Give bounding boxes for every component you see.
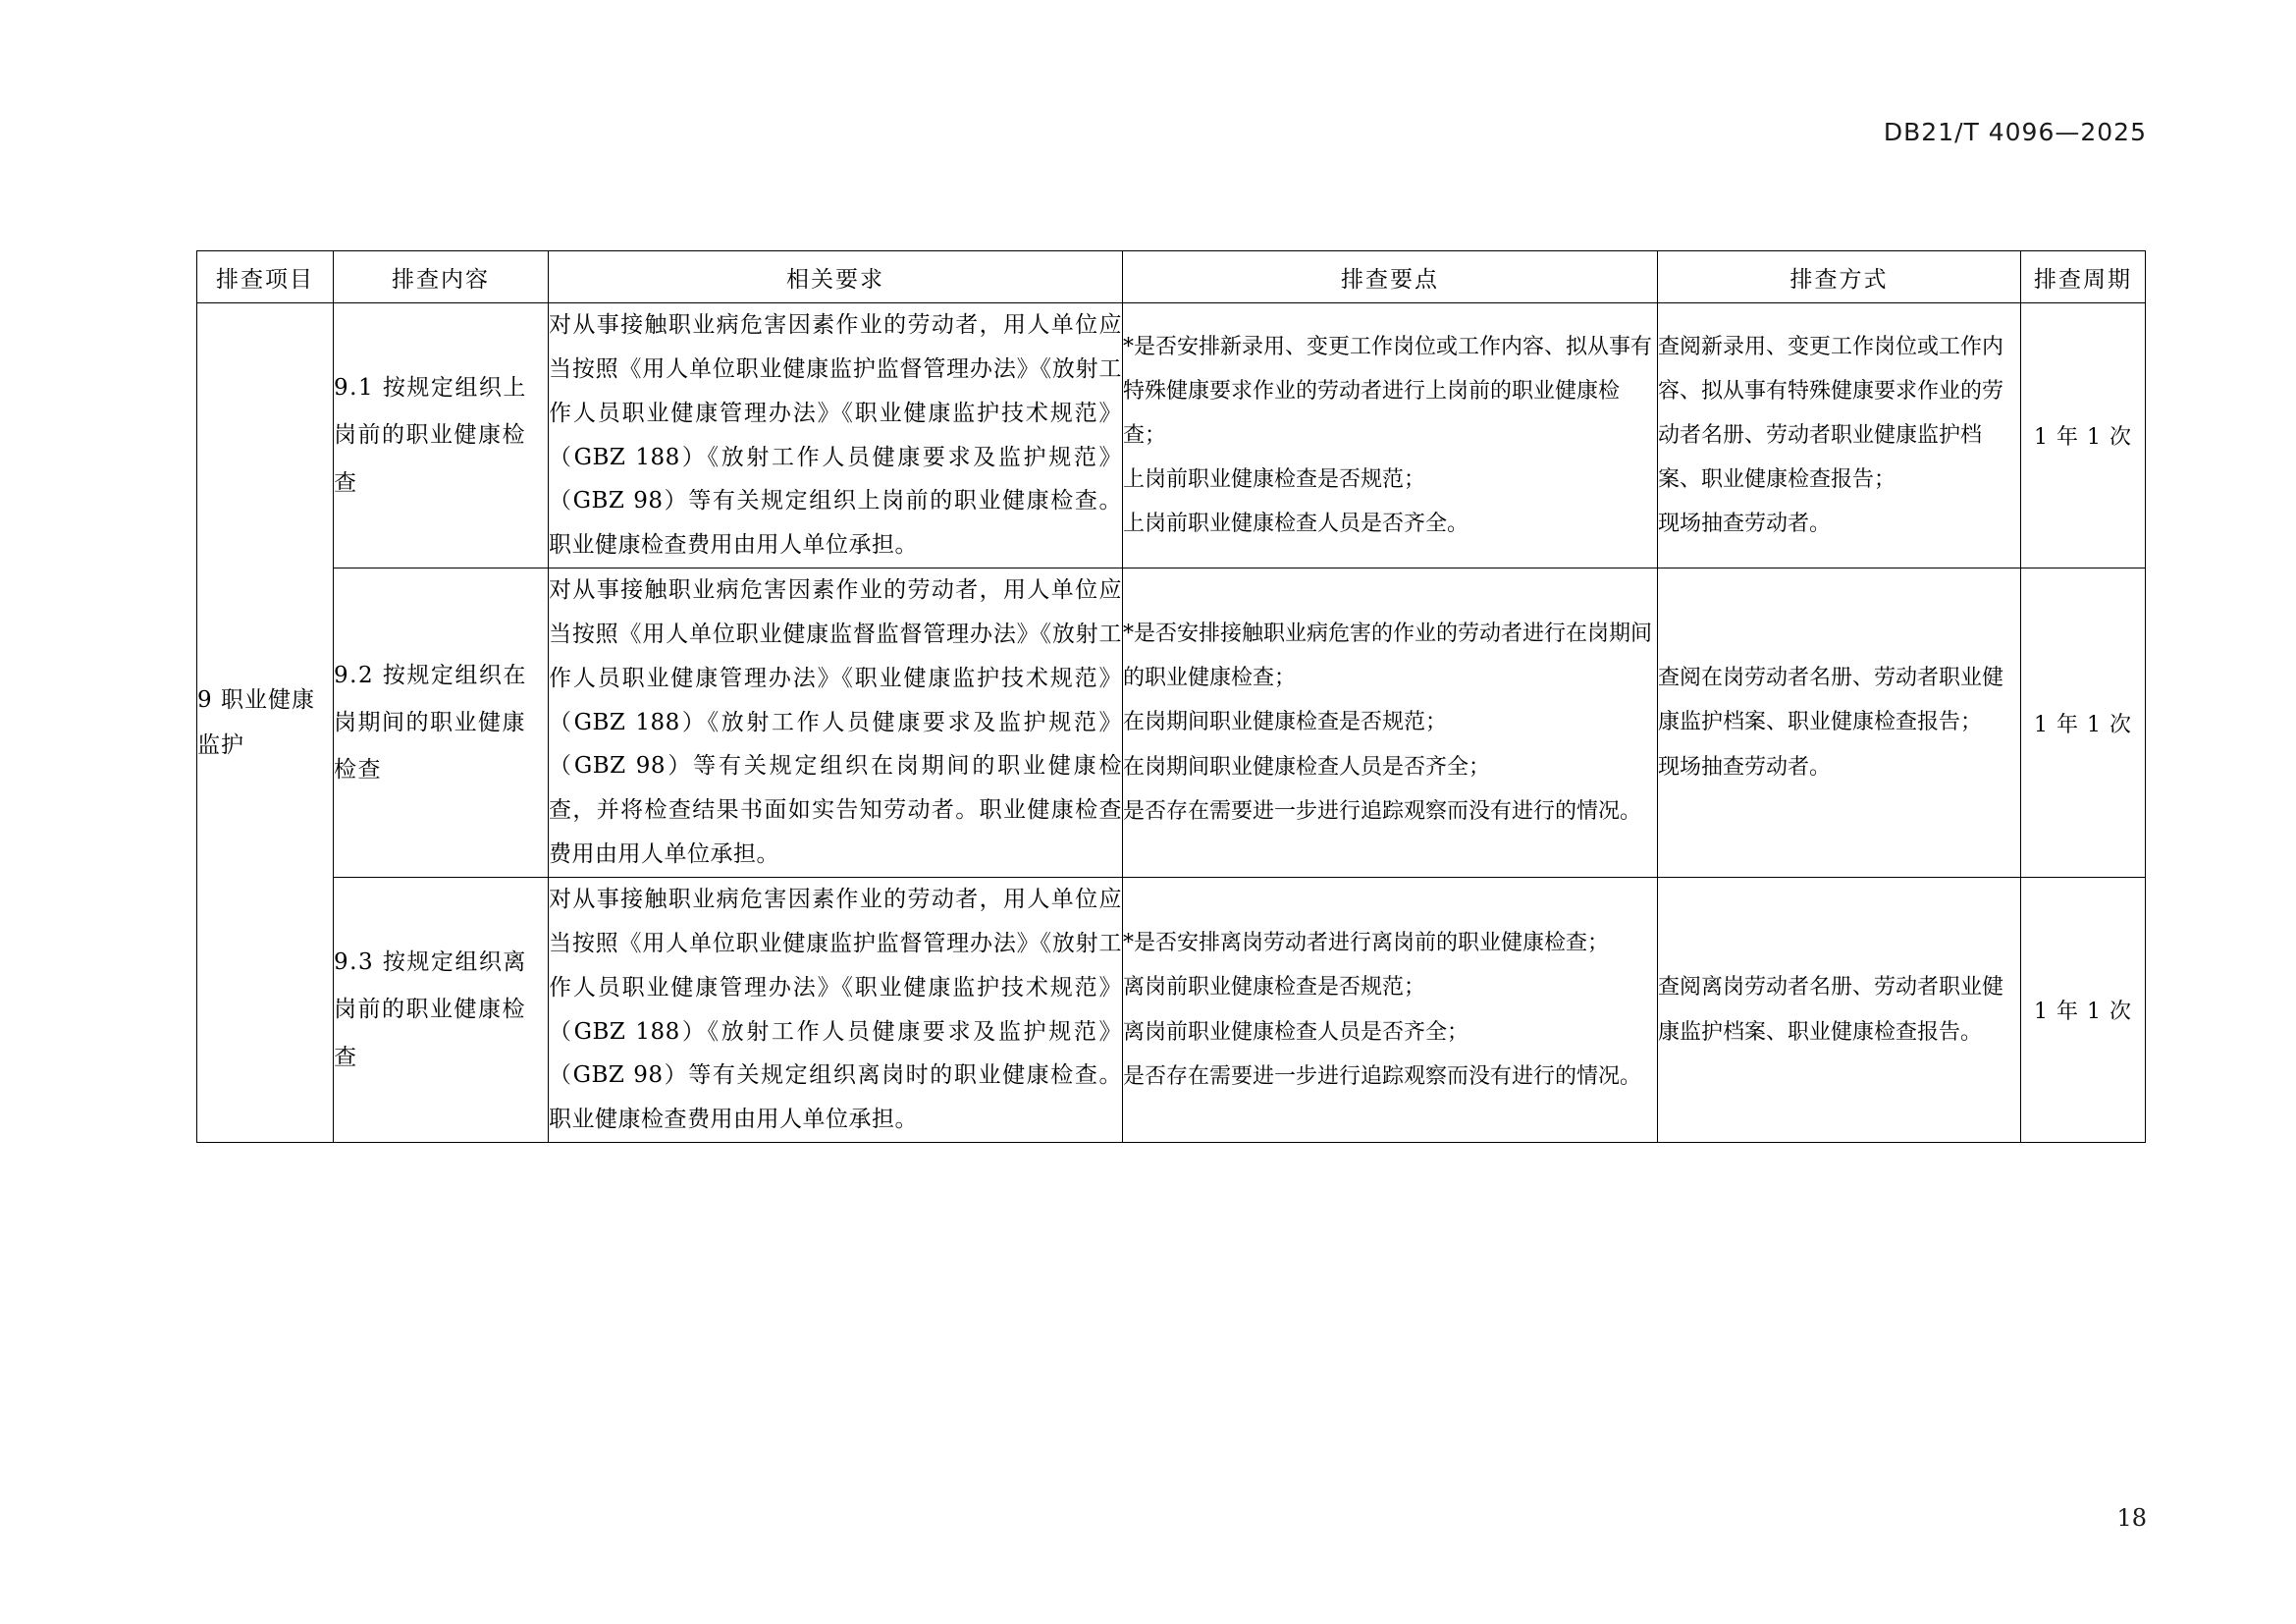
column-header-content: 排查内容: [334, 251, 549, 303]
table-row: [197, 303, 2146, 568]
table-header-row: [197, 251, 2146, 303]
inspection-cycle: 1 年 1 次: [2021, 303, 2146, 568]
column-header-requirement: 相关要求: [549, 251, 1123, 303]
point-line: 是否存在需要进一步进行追踪观察而没有进行的情况。: [1123, 1063, 1642, 1089]
point-line: 离岗前职业健康检查人员是否齐全；: [1123, 1019, 1469, 1045]
inspection-table: [196, 250, 2146, 1143]
point-line: 离岗前职业健康检查是否规范；: [1123, 975, 1426, 1001]
column-header-points: 排查要点: [1123, 251, 1658, 303]
inspection-content: 9.2 按规定组织在岗期间的职业健康检查: [334, 568, 549, 878]
column-header-method: 排查方式: [1658, 251, 2021, 303]
inspection-method: [1658, 303, 2021, 568]
related-requirement: 对从事接触职业病危害因素作业的劳动者，用人单位应当按照《用人单位职业健康监护监督管理办法》《放射工作人员职业健康管理办法》《职业健康监护技术规范》（GBZ 188）《放射工作人员健康要求及监护规范》（GBZ 98）等有关规定组织离岗时的职业健康检查。职业健康检查费用由用人单位承担。: [549, 877, 1123, 1142]
method-line: 现场抽查劳动者。: [1658, 754, 1832, 780]
inspection-cycle: 1 年 1 次: [2021, 877, 2146, 1142]
inspection-method: [1658, 877, 2021, 1142]
point-line: 上岗前职业健康检查人员是否齐全。: [1123, 512, 1469, 537]
point-line: *是否安排离岗劳动者进行离岗前的职业健康检查；: [1123, 931, 1610, 956]
point-line: *是否安排新录用、变更工作岗位或工作内容、拟从事有特殊健康要求作业的劳动者进行上岗前的职业健康检查；: [1123, 334, 1653, 448]
method-line: 查阅离岗劳动者名册、劳动者职业健康监护档案、职业健康检查报告。: [1658, 975, 2004, 1045]
inspection-points: [1123, 303, 1658, 568]
method-line: 现场抽查劳动者。: [1658, 512, 1832, 537]
inspection-item-group: 9 职业健康监护: [197, 303, 334, 1143]
inspection-content: 9.3 按规定组织离岗前的职业健康检查: [334, 877, 549, 1142]
inspection-points: [1123, 568, 1658, 878]
column-header-item: 排查项目: [197, 251, 334, 303]
inspection-method: [1658, 568, 2021, 878]
point-line: 在岗期间职业健康检查人员是否齐全；: [1123, 754, 1491, 780]
point-line: *是否安排接触职业病危害的作业的劳动者进行在岗期间的职业健康检查；: [1123, 622, 1653, 691]
inspection-points: [1123, 877, 1658, 1142]
method-line: 查阅在岗劳动者名册、劳动者职业健康监护档案、职业健康检查报告；: [1658, 666, 2004, 735]
standard-code-header: DB21/T 4096—2025: [1883, 118, 2147, 146]
point-line: 在岗期间职业健康检查是否规范；: [1123, 710, 1448, 735]
method-line: 查阅新录用、变更工作岗位或工作内容、拟从事有特殊健康要求作业的劳动者名册、劳动者职业健康监护档案、职业健康检查报告；: [1658, 334, 2004, 493]
page-number: 18: [2116, 1504, 2147, 1532]
table-row: [197, 568, 2146, 878]
related-requirement: 对从事接触职业病危害因素作业的劳动者，用人单位应当按照《用人单位职业健康监护监督管理办法》《放射工作人员职业健康管理办法》《职业健康监护技术规范》（GBZ 188）《放射工作人员健康要求及监护规范》（GBZ 98）等有关规定组织上岗前的职业健康检查。职业健康检查费用由用人单位承担。: [549, 303, 1123, 568]
inspection-cycle: 1 年 1 次: [2021, 568, 2146, 878]
related-requirement: 对从事接触职业病危害因素作业的劳动者，用人单位应当按照《用人单位职业健康监督监督管理办法》《放射工作人员职业健康管理办法》《职业健康监护技术规范》（GBZ 188）《放射工作人员健康要求及监护规范》（GBZ 98）等有关规定组织在岗期间的职业健康检查，并将检查结果书面如实告知劳动者。职业健康检查费用由用人单位承担。: [549, 568, 1123, 878]
point-line: 上岗前职业健康检查是否规范；: [1123, 467, 1426, 493]
inspection-content: 9.1 按规定组织上岗前的职业健康检查: [334, 303, 549, 568]
table-row: [197, 877, 2146, 1142]
point-line: 是否存在需要进一步进行追踪观察而没有进行的情况。: [1123, 798, 1642, 824]
column-header-cycle: 排查周期: [2021, 251, 2146, 303]
